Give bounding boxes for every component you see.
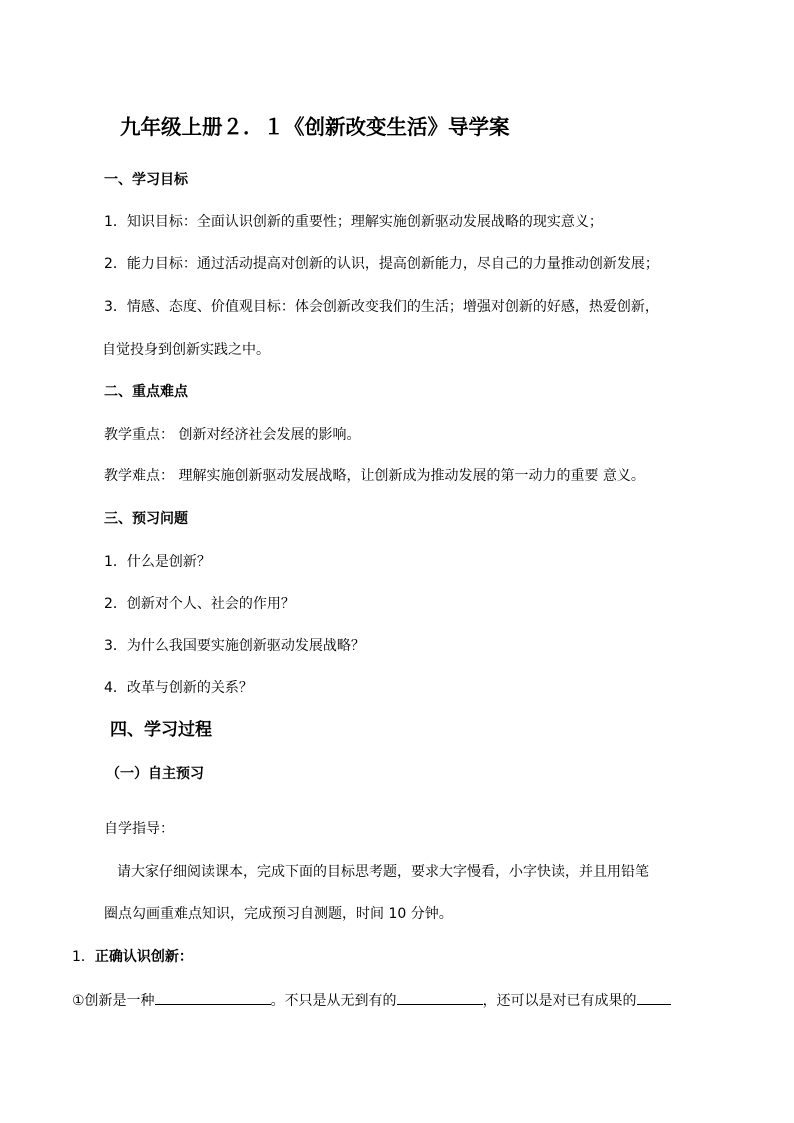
section-heading-key-points: 二、重点难点 — [104, 384, 188, 400]
section-heading-process: 四、学习过程 — [110, 720, 212, 740]
answer-blank[interactable] — [637, 990, 671, 1005]
question-item: 1．什么是创新？ — [104, 554, 211, 570]
goal-item-knowledge: 1．知识目标：全面认识创新的重要性；理解实施创新驱动发展战略的现实意义； — [104, 214, 603, 230]
sentence-part: 。不只是从无到有的 — [270, 993, 397, 1009]
section-heading-goals: 一、学习目标 — [104, 172, 188, 188]
question-item: 3．为什么我国要实施创新驱动发展战略？ — [104, 638, 365, 654]
question-1-heading — [72, 947, 193, 967]
sentence-part: ，还可以是对已有成果的 — [482, 993, 637, 1009]
question-1-number: 1． — [72, 949, 95, 965]
guide-text-line1: 请大家仔细阅读课本，完成下面的目标思考题，要求大字慢看，小字快读，并且用铅笔 — [117, 864, 649, 880]
goal-item-attitude-cont: 自觉投身到创新实践之中。 — [102, 342, 270, 358]
question-1-title: 正确认识创新： — [94, 949, 193, 965]
guide-label: 自学指导： — [104, 821, 174, 837]
question-item: 2．创新对个人、社会的作用？ — [104, 596, 295, 612]
answer-blank[interactable] — [397, 990, 483, 1005]
guide-text-line2: 圈点勾画重难点知识，完成预习自测题，时间 10 分钟。 — [104, 906, 453, 922]
document-title: 九年级上册２．１《创新改变生活》导学案 — [120, 115, 510, 139]
fill-in-sentence — [72, 990, 671, 1011]
question-item: 4．改革与创新的关系？ — [104, 680, 253, 696]
sentence-part: ①创新是一种 — [72, 993, 155, 1009]
answer-blank[interactable] — [155, 990, 271, 1005]
subsection-heading-preview: （一）自主预习 — [106, 766, 204, 782]
teaching-focus: 教学重点： 创新对经济社会发展的影响。 — [104, 427, 361, 443]
goal-item-ability: 2．能力目标：通过活动提高对创新的认识，提高创新能力，尽自己的力量推动创新发展； — [104, 256, 659, 272]
goal-item-attitude: 3．情感、态度、价值观目标：体会创新改变我们的生活；增强对创新的好感，热爱创新， — [104, 299, 659, 315]
section-heading-questions: 三、预习问题 — [104, 511, 188, 527]
teaching-difficulty: 教学难点： 理解实施创新驱动发展战略，让创新成为推动发展的第一动力的重要 意义。 — [104, 468, 645, 484]
